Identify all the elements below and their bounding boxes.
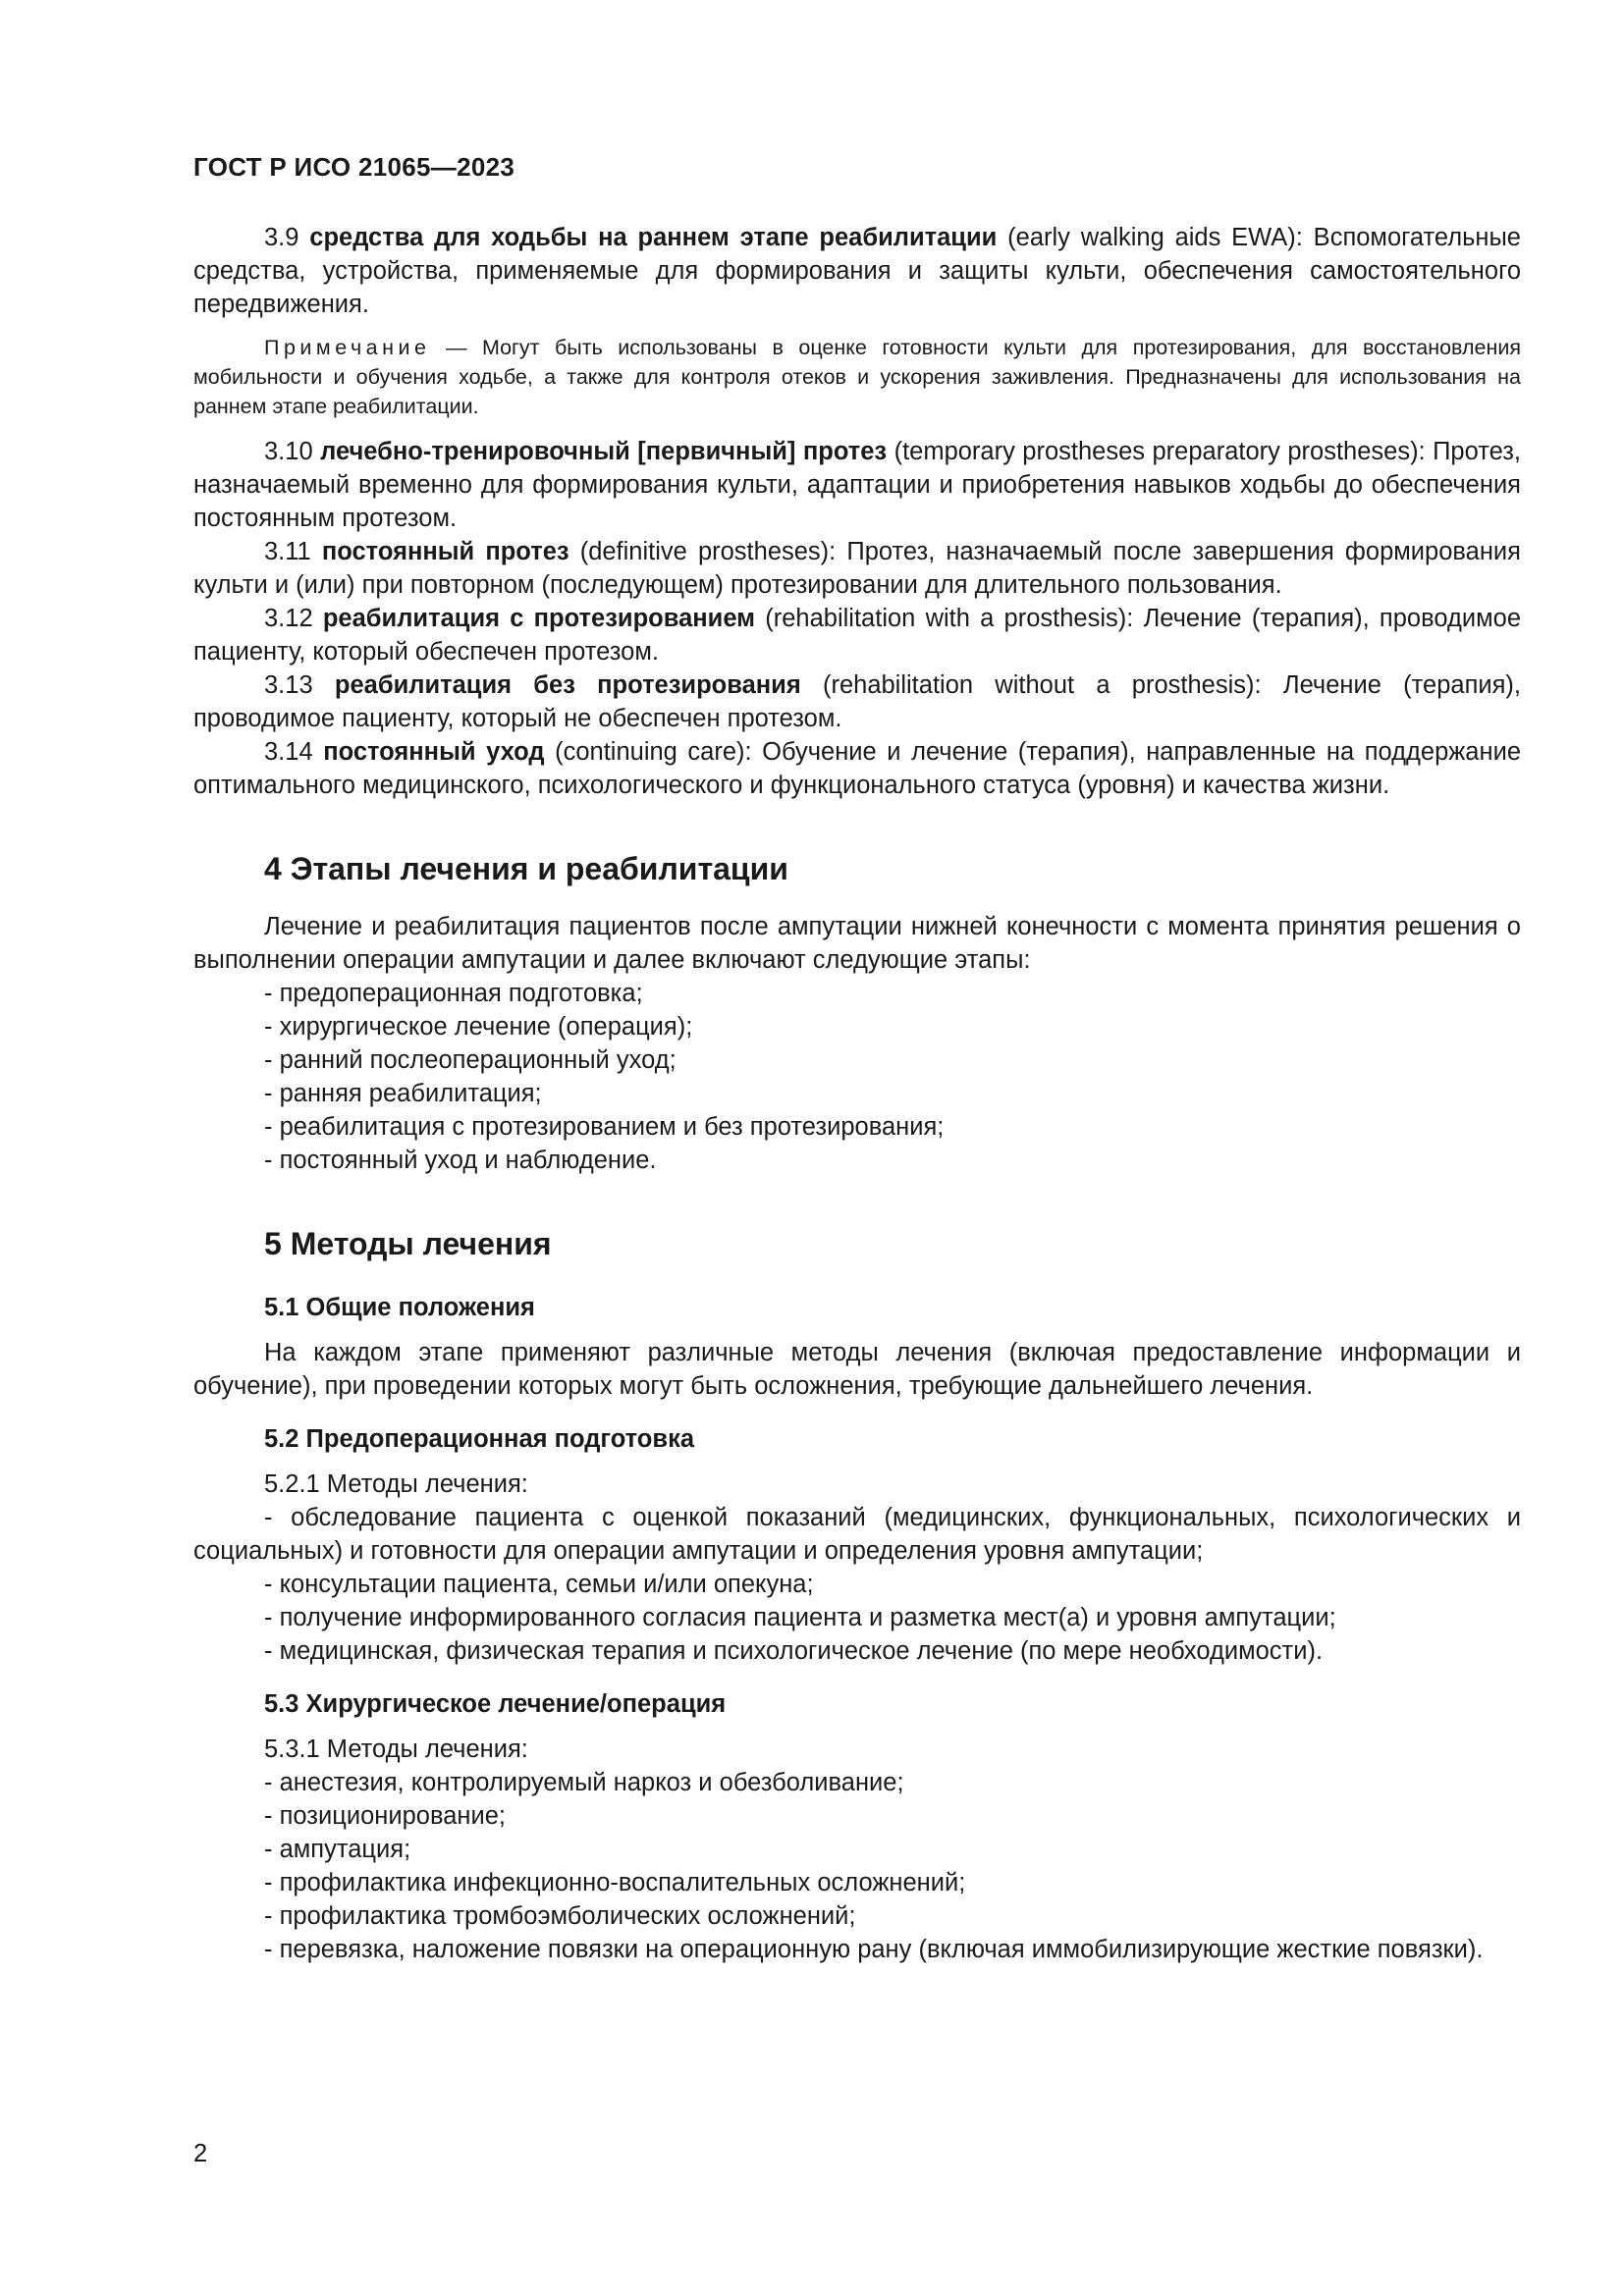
- section-5-2-heading: 5.2 Предоперационная подготовка: [264, 1425, 695, 1453]
- section-5-heading: 5 Методы лечения: [264, 1226, 552, 1261]
- list-item: - анестезия, контролируемый наркоз и обезболивание;: [264, 1769, 904, 1796]
- section-4-heading: 4 Этапы лечения и реабилитации: [264, 851, 788, 886]
- subclause-5-3-1: 5.3.1 Методы лечения:: [264, 1735, 528, 1763]
- document-header: ГОСТ Р ИСО 21065—2023: [193, 152, 515, 182]
- term: лечебно-тренировочный [первичный] протез: [320, 438, 888, 465]
- definition-text: (definitive prostheses): Протез, назначаемый после завершения формирования культи и (или) при повторном (последующем) протезировании для длительного пользования.: [193, 538, 1521, 599]
- page-number: 2: [193, 2140, 208, 2167]
- definition-3-11: [193, 535, 1521, 602]
- section-5-1-text: На каждом этапе применяют различные методы лечения (включая предоставление информации и обучение), при проведении которых могут быть осложнения, требующие дальнейшего лечения.: [193, 1339, 1521, 1400]
- list-item: - хирургическое лечение (операция);: [264, 1013, 693, 1041]
- note-label: Примечание: [264, 336, 431, 359]
- definition-text: (temporary prostheses preparatory prostheses): Протез, назначаемый временно для формирования культи, адаптации и приобретения навыков ходьбы до обеспечения постоянным протезом.: [193, 438, 1522, 532]
- term: реабилитация без протезирования: [334, 671, 801, 699]
- note-text: — Могут быть использованы в оценке готовности культи для протезирования, для восстановления мобильности и обучения ходьбе, а также для контроля отеков и ускорения заживления. Предназначены для использования на раннем этапе реабилитации.: [193, 336, 1521, 418]
- definition-text: (early walking aids EWA): Вспомогательные средства, устройства, применяемые для формирования и защиты культи, обеспечения самостоятельного передвижения.: [193, 224, 1521, 318]
- list-item: - постоянный уход и наблюдение.: [264, 1147, 657, 1174]
- clause-number: 3.12: [264, 605, 323, 632]
- clause-number: 3.14: [264, 738, 324, 766]
- term: постоянный протез: [321, 538, 569, 565]
- document-body: [193, 221, 1521, 1966]
- list-item: - профилактика инфекционно-воспалительных осложнений;: [264, 1869, 966, 1896]
- definition-3-12: [193, 602, 1521, 668]
- clause-number: 3.11: [264, 538, 322, 565]
- definition-3-13: [193, 668, 1521, 735]
- definition-text: (rehabilitation without a prosthesis): Лечение (терапия), проводимое пациенту, который не обеспечен протезом.: [193, 671, 1521, 732]
- section-5-1-heading: 5.1 Общие положения: [264, 1294, 535, 1321]
- definition-text: (continuing care): Обучение и лечение (терапия), направленные на поддержание оптимального медицинского, психологического и функционального статуса (уровня) и качества жизни.: [193, 738, 1522, 799]
- definition-3-14: [193, 735, 1521, 802]
- term: средства для ходьбы на раннем этапе реабилитации: [309, 224, 998, 251]
- definition-3-9: [193, 221, 1521, 321]
- list-item: - консультации пациента, семьи и/или опекуна;: [264, 1571, 814, 1598]
- definition-3-10: [193, 435, 1521, 535]
- list-item: - перевязка, наложение повязки на операционную рану (включая иммобилизирующие жесткие повязки).: [264, 1936, 1484, 1963]
- definition-text: (rehabilitation with a prosthesis): Лечение (терапия), проводимое пациенту, который обеспечен протезом.: [193, 605, 1521, 666]
- section-4-intro: Лечение и реабилитация пациентов после ампутации нижней конечности с момента принятия решения о выполнении операции ампутации и далее включают следующие этапы:: [193, 913, 1521, 974]
- list-item: - профилактика тромбоэмболических осложнений;: [264, 1902, 856, 1930]
- list-item: - ранняя реабилитация;: [264, 1080, 542, 1107]
- list-item: - позиционирование;: [264, 1802, 506, 1830]
- term: постоянный уход: [323, 738, 545, 766]
- subclause-5-2-1: 5.2.1 Методы лечения:: [264, 1470, 528, 1498]
- clause-number: 3.9: [264, 224, 310, 251]
- list-item: - получение информированного согласия пациента и разметка мест(а) и уровня ампутации;: [264, 1604, 1336, 1631]
- clause-number: 3.10: [264, 438, 321, 465]
- list-item: - медицинская, физическая терапия и психологическое лечение (по мере необходимости).: [264, 1637, 1324, 1665]
- term: реабилитация с протезированием: [322, 605, 756, 632]
- note: [193, 333, 1521, 421]
- list-item: - реабилитация с протезированием и без протезирования;: [264, 1113, 945, 1141]
- list-item: - ранний послеоперационный уход;: [264, 1046, 677, 1074]
- list-item: - обследование пациента с оценкой показаний (медицинских, функциональных, психологических и социальных) и готовности для операции ампутации и определения уровня ампутации;: [193, 1504, 1521, 1565]
- list-item: - предоперационная подготовка;: [264, 980, 643, 1007]
- section-5-3-heading: 5.3 Хирургическое лечение/операция: [264, 1690, 727, 1718]
- clause-number: 3.13: [264, 671, 335, 699]
- list-item: - ампутация;: [264, 1836, 411, 1863]
